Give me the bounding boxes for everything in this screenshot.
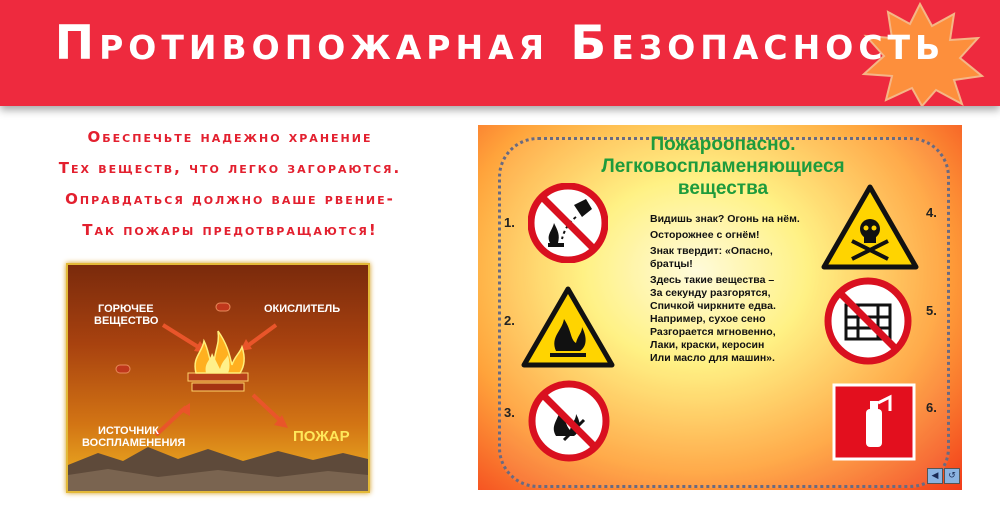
fire-extinguisher-icon bbox=[832, 383, 916, 461]
signs-text-line: Видишь знак? Огонь на нём. bbox=[650, 213, 800, 225]
decor-pill bbox=[216, 303, 230, 311]
sign-number-4: 4. bbox=[926, 205, 937, 220]
ignition-label-line1: ИСТОЧНИК bbox=[98, 425, 159, 437]
signs-title-line2: Легковоспламеняющиеся bbox=[601, 156, 845, 177]
decor-pill bbox=[116, 365, 130, 373]
ignition-label-line2: ВОСПЛАМЕНЕНИЯ bbox=[82, 437, 186, 449]
header-banner bbox=[0, 0, 1000, 106]
back-arrow-icon[interactable]: ◀ bbox=[927, 468, 943, 484]
signs-text-line: Или масло для машин». bbox=[650, 352, 775, 364]
signs-text-line: Лаки, краски, керосин bbox=[650, 339, 765, 351]
poem-line: Так пожары предотвращаются! bbox=[82, 221, 378, 239]
no-stacking-icon bbox=[824, 277, 912, 365]
sign-number-1: 1. bbox=[504, 215, 515, 230]
signs-text-line: Знак твердит: «Опасно, братцы! bbox=[650, 245, 773, 270]
sign-number-3: 3. bbox=[504, 405, 515, 420]
fire-triangle-graphics bbox=[68, 265, 368, 491]
poem-line: Тех веществ, что легко загораются. bbox=[58, 159, 402, 177]
no-water-extinguishing-icon bbox=[528, 183, 608, 263]
page-title: Противопожарная Безопасность bbox=[54, 16, 946, 71]
flammable-warning-icon bbox=[520, 285, 616, 369]
fire-triangle-illustration bbox=[66, 263, 370, 493]
oxidizer-label: ОКИСЛИТЕЛЬ bbox=[264, 303, 341, 315]
fire-safety-signs-panel bbox=[478, 125, 962, 490]
toxic-warning-icon bbox=[820, 183, 920, 271]
signs-text-line: Например, сухое сено bbox=[650, 313, 766, 325]
fire-label: ПОЖАР bbox=[293, 428, 350, 445]
signs-text-line: Осторожнее с огнём! bbox=[650, 229, 760, 241]
fuel-label-line1: ГОРЮЧЕЕ bbox=[98, 303, 154, 315]
signs-title-line1: Пожароопасно. bbox=[650, 134, 796, 155]
fuel-label-line2: ВЕЩЕСТВО bbox=[94, 315, 159, 327]
poem bbox=[20, 122, 440, 246]
signs-text-line: Спичкой чиркните едва. bbox=[650, 300, 776, 312]
signs-text-line: Здесь такие вещества – bbox=[650, 274, 775, 286]
return-arrow-icon[interactable]: ↺ bbox=[944, 468, 960, 484]
poem-line: Оправдаться должно ваше рвение- bbox=[65, 190, 395, 208]
signs-text-line: Разгорается мгновенно, bbox=[650, 326, 776, 338]
sign-number-2: 2. bbox=[504, 313, 515, 328]
no-open-flame-icon bbox=[528, 380, 610, 462]
sign-number-5: 5. bbox=[926, 303, 937, 318]
signs-title-line3: вещества bbox=[677, 178, 769, 199]
signs-text-line: За секунду разгорятся, bbox=[650, 287, 771, 299]
campfire-icon bbox=[188, 331, 248, 391]
sign-number-6: 6. bbox=[926, 400, 937, 415]
poem-line: Обеспечьте надежно хранение bbox=[87, 128, 373, 146]
signs-poem-text bbox=[650, 213, 810, 365]
